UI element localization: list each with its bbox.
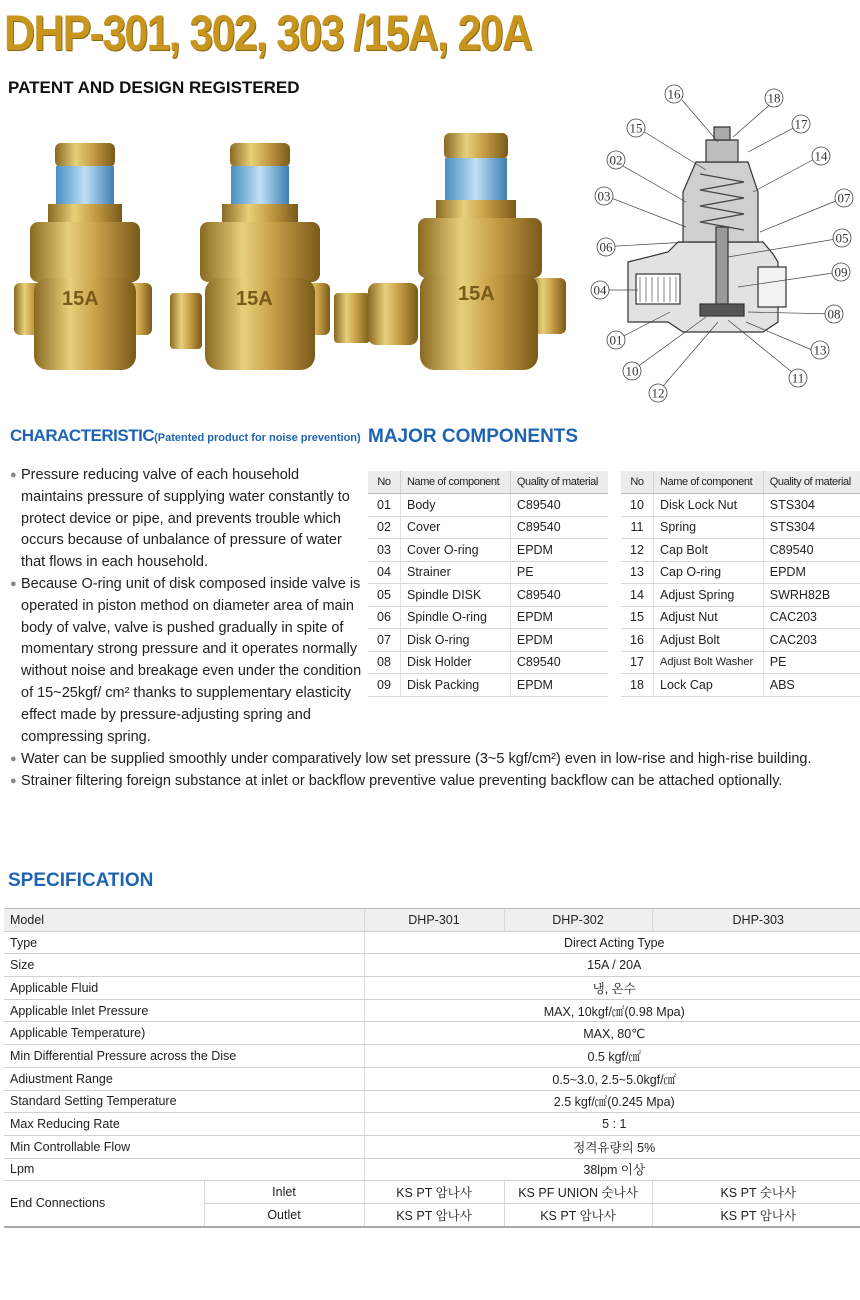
callout-13: 13 xyxy=(813,342,827,358)
spec-row-inlet xyxy=(4,1181,860,1204)
cross-section-diagram xyxy=(588,82,860,404)
valve-photo-1 xyxy=(14,143,152,370)
characteristic-title: CHARACTERISTIC xyxy=(10,426,155,445)
component-no: 18 xyxy=(621,674,654,697)
callout-04: 04 xyxy=(593,282,607,298)
spec-model-1: DHP-301 xyxy=(364,909,504,932)
spec-label: Type xyxy=(4,931,364,954)
component-no: 05 xyxy=(368,584,401,607)
col-no: No xyxy=(368,471,401,494)
spec-outlet-value: KS PT 암나사 xyxy=(652,1203,860,1226)
component-row xyxy=(368,584,608,607)
component-name: Lock Cap xyxy=(654,674,764,697)
spec-label: Lpm xyxy=(4,1158,364,1181)
component-material: C89540 xyxy=(510,516,608,539)
component-material: STS304 xyxy=(763,516,860,539)
bullet-text: Water can be supplied smoothly under comparatively low set pressure (3~5 kgf/cm²) even in low-rise and high-rise building. xyxy=(21,751,812,767)
spec-value: 0.5~3.0, 2.5~5.0kgf/㎠ xyxy=(364,1067,860,1090)
component-no: 13 xyxy=(621,561,654,584)
component-no: 02 xyxy=(368,516,401,539)
spec-inlet-value: KS PT 암나사 xyxy=(364,1181,504,1204)
component-row xyxy=(621,651,860,674)
specification-table xyxy=(4,908,860,1228)
component-name: Adjust Spring xyxy=(654,584,764,607)
spec-outlet-label: Outlet xyxy=(204,1203,364,1226)
component-no: 15 xyxy=(621,606,654,629)
bullet-icon: ● xyxy=(10,753,17,765)
spec-value: 정격유량의 5% xyxy=(364,1135,860,1158)
component-name: Cap Bolt xyxy=(654,539,764,562)
component-material: EPDM xyxy=(510,629,608,652)
component-no: 07 xyxy=(368,629,401,652)
spec-model-label: Model xyxy=(4,909,364,932)
spec-label: Min Differential Pressure across the Dise xyxy=(4,1045,364,1068)
spec-label: Adiustment Range xyxy=(4,1067,364,1090)
component-material: EPDM xyxy=(510,674,608,697)
component-row xyxy=(368,674,608,697)
component-material: C89540 xyxy=(510,494,608,517)
spec-label: Min Controllable Flow xyxy=(4,1135,364,1158)
spec-value: MAX, 10kgf/㎠(0.98 Mpa) xyxy=(364,999,860,1022)
spec-row xyxy=(4,931,860,954)
callout-05: 05 xyxy=(835,230,849,246)
spec-value: 5 : 1 xyxy=(364,1113,860,1136)
component-material: ABS xyxy=(763,674,860,697)
component-material: PE xyxy=(510,561,608,584)
bullet-text: Because O-ring unit of disk composed inside valve is operated in piston method on diameter area of main body of valve, valve is pushed gradually in spite of momentary strong pressure and it operates normally without noise and breakage even under the condition of 15~25kgf/ cm² thanks to supplementary elasticity effect made by pressure-adjusting spring and compressing spring. xyxy=(21,576,362,745)
callout-18: 18 xyxy=(767,90,781,106)
col-material: Quality of material xyxy=(763,471,860,494)
spec-value: 0.5 kgf/㎠ xyxy=(364,1045,860,1068)
component-row xyxy=(368,651,608,674)
component-row xyxy=(621,561,860,584)
component-material: EPDM xyxy=(510,606,608,629)
spec-value: 2.5 kgf/㎠(0.245 Mpa) xyxy=(364,1090,860,1113)
bullet-1 xyxy=(10,465,351,574)
component-name: Spindle DISK xyxy=(401,584,511,607)
component-no: 08 xyxy=(368,651,401,674)
col-name: Name of component xyxy=(401,471,511,494)
callout-12: 12 xyxy=(651,385,665,401)
component-name: Disk O-ring xyxy=(401,629,511,652)
spec-model-3: DHP-303 xyxy=(652,909,860,932)
spec-row xyxy=(4,954,860,977)
component-no: 03 xyxy=(368,539,401,562)
component-row xyxy=(368,561,608,584)
component-row xyxy=(621,606,860,629)
bullet-4 xyxy=(10,771,851,793)
spec-row xyxy=(4,977,860,1000)
component-name: Spring xyxy=(654,516,764,539)
spec-value: 냉, 온수 xyxy=(364,977,860,1000)
spec-label: Applicable Fluid xyxy=(4,977,364,1000)
spec-row xyxy=(4,1090,860,1113)
callout-15: 15 xyxy=(629,120,643,136)
component-material: C89540 xyxy=(510,584,608,607)
spec-model-2: DHP-302 xyxy=(504,909,652,932)
characteristic-note: (Patented product for noise prevention) xyxy=(154,432,361,444)
spec-header-row xyxy=(4,909,860,932)
component-row xyxy=(621,494,860,517)
callout-06: 06 xyxy=(599,239,613,255)
bullet-icon: ● xyxy=(10,469,17,481)
bullet-2 xyxy=(10,574,371,748)
spec-label: Applicable Temperature) xyxy=(4,1022,364,1045)
component-name: Cover O-ring xyxy=(401,539,511,562)
spec-label: Size xyxy=(4,954,364,977)
callout-07: 07 xyxy=(837,190,851,206)
component-no: 17 xyxy=(621,651,654,674)
valve-photo-3 xyxy=(334,133,566,370)
spec-outlet-value: KS PT 암나사 xyxy=(364,1203,504,1226)
spec-value: MAX, 80℃ xyxy=(364,1022,860,1045)
component-row xyxy=(368,494,608,517)
component-row xyxy=(368,539,608,562)
spec-outlet-value: KS PT 암나사 xyxy=(504,1203,652,1226)
callout-17: 17 xyxy=(794,116,808,132)
component-material: PE xyxy=(763,651,860,674)
col-material: Quality of material xyxy=(510,471,608,494)
spec-value: Direct Acting Type xyxy=(364,931,860,954)
bullet-3 xyxy=(10,749,851,771)
page-title: DHP-301, 302, 303 /15A, 20A xyxy=(4,5,532,61)
component-row xyxy=(621,516,860,539)
component-row xyxy=(621,584,860,607)
page-subtitle: PATENT AND DESIGN REGISTERED xyxy=(8,78,300,97)
component-no: 04 xyxy=(368,561,401,584)
component-no: 01 xyxy=(368,494,401,517)
size-mark: 15A xyxy=(236,288,273,310)
spec-inlet-label: Inlet xyxy=(204,1181,364,1204)
component-material: STS304 xyxy=(763,494,860,517)
bullet-icon: ● xyxy=(10,578,17,590)
component-name: Disk Holder xyxy=(401,651,511,674)
component-row xyxy=(621,674,860,697)
col-no: No xyxy=(621,471,654,494)
spec-label: Max Reducing Rate xyxy=(4,1113,364,1136)
spec-row xyxy=(4,1022,860,1045)
callout-08: 08 xyxy=(827,306,841,322)
component-name: Adjust Nut xyxy=(654,606,764,629)
component-row xyxy=(368,516,608,539)
callout-10: 10 xyxy=(625,363,639,379)
component-name: Spindle O-ring xyxy=(401,606,511,629)
col-name: Name of component xyxy=(654,471,764,494)
spec-row xyxy=(4,1045,860,1068)
component-name: Cap O-ring xyxy=(654,561,764,584)
bullet-text: Pressure reducing valve of each household maintains pressure of supplying water constantly to protect device or pipe, and prevents trouble which occurs because of unbalance of pressure of water that flows in each household. xyxy=(21,467,350,571)
component-no: 14 xyxy=(621,584,654,607)
product-photos xyxy=(0,118,580,408)
spec-inlet-value: KS PT 숫나사 xyxy=(652,1181,860,1204)
spec-row xyxy=(4,999,860,1022)
callout-14: 14 xyxy=(814,148,828,164)
spec-value: 38lpm 이상 xyxy=(364,1158,860,1181)
component-material: C89540 xyxy=(763,539,860,562)
component-name: Body xyxy=(401,494,511,517)
callout-16: 16 xyxy=(667,86,681,102)
component-no: 09 xyxy=(368,674,401,697)
spec-value: 15A / 20A xyxy=(364,954,860,977)
component-material: SWRH82B xyxy=(763,584,860,607)
spec-row xyxy=(4,1158,860,1181)
component-name: Adjust Bolt Washer xyxy=(654,651,764,674)
spec-row xyxy=(4,1135,860,1158)
component-material: CAC203 xyxy=(763,629,860,652)
components-table-left xyxy=(368,471,608,697)
component-row xyxy=(621,539,860,562)
component-name: Strainer xyxy=(401,561,511,584)
components-heading: MAJOR COMPONENTS xyxy=(368,426,579,447)
component-no: 16 xyxy=(621,629,654,652)
callout-03: 03 xyxy=(597,188,611,204)
bullet-icon: ● xyxy=(10,775,17,787)
component-row xyxy=(368,606,608,629)
characteristic-heading xyxy=(10,426,361,446)
component-name: Adjust Bolt xyxy=(654,629,764,652)
component-no: 11 xyxy=(621,516,654,539)
component-row xyxy=(368,629,608,652)
component-name: Cover xyxy=(401,516,511,539)
component-material: CAC203 xyxy=(763,606,860,629)
component-material: EPDM xyxy=(510,539,608,562)
component-material: C89540 xyxy=(510,651,608,674)
component-no: 06 xyxy=(368,606,401,629)
specification-heading: SPECIFICATION xyxy=(8,870,154,891)
callout-02: 02 xyxy=(609,152,623,168)
spec-row xyxy=(4,1113,860,1136)
spec-label: Applicable Inlet Pressure xyxy=(4,999,364,1022)
size-mark: 15A xyxy=(62,288,99,310)
component-row xyxy=(621,629,860,652)
component-no: 10 xyxy=(621,494,654,517)
spec-inlet-value: KS PF UNION 숫나사 xyxy=(504,1181,652,1204)
component-name: Disk Packing xyxy=(401,674,511,697)
spec-row xyxy=(4,1067,860,1090)
spec-label: Standard Setting Temperature xyxy=(4,1090,364,1113)
callout-09: 09 xyxy=(834,264,848,280)
spec-end-connections-label: End Connections xyxy=(4,1181,204,1227)
component-material: EPDM xyxy=(763,561,860,584)
valve-photo-2 xyxy=(170,143,330,370)
component-name: Disk Lock Nut xyxy=(654,494,764,517)
callout-11: 11 xyxy=(791,370,805,386)
size-mark: 15A xyxy=(458,283,495,305)
bullet-text: Strainer filtering foreign substance at inlet or backflow preventive value preventing backflow can be attached optionally. xyxy=(21,773,783,789)
components-table-right xyxy=(621,471,860,697)
callout-01: 01 xyxy=(609,332,623,348)
component-no: 12 xyxy=(621,539,654,562)
